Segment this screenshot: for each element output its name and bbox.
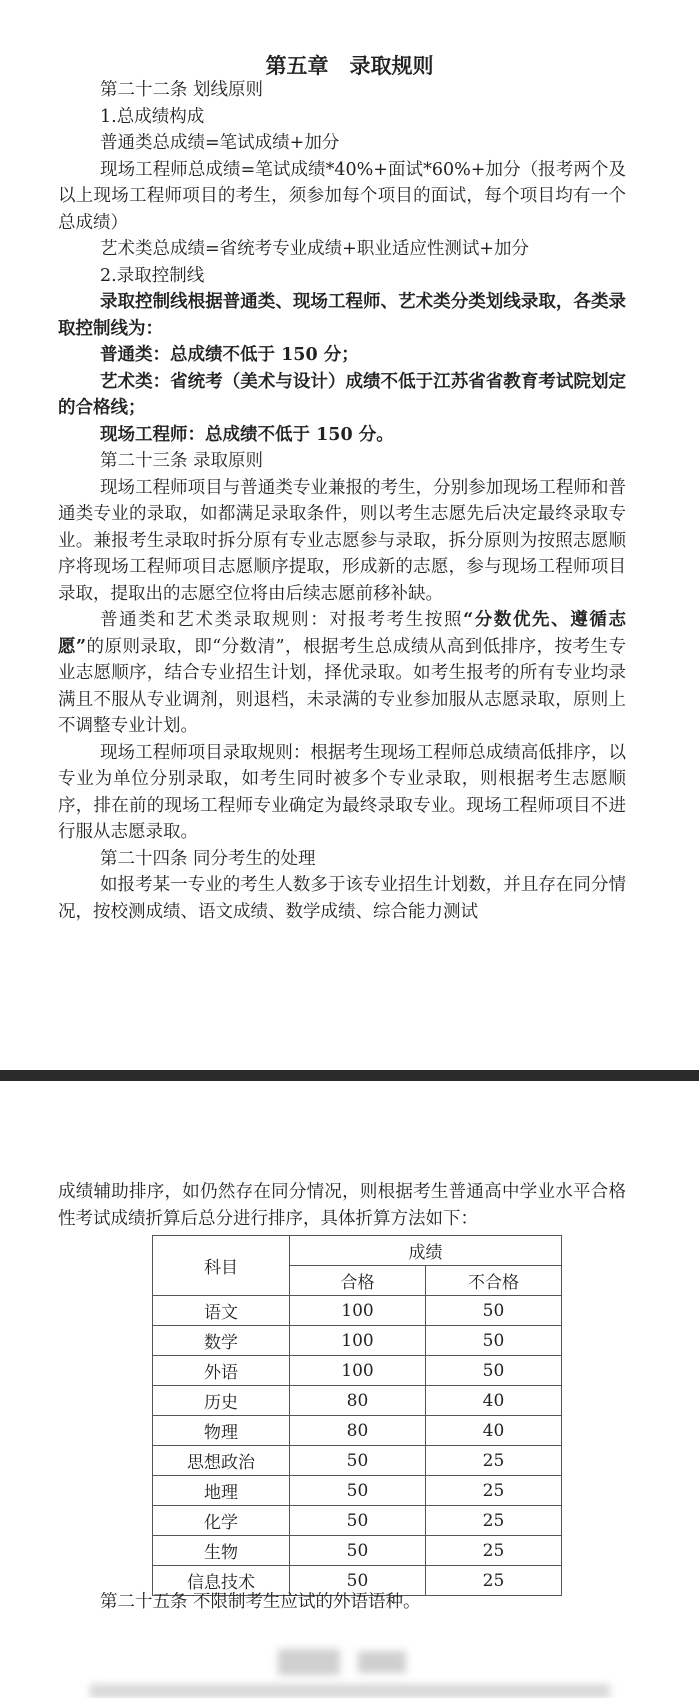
page2-footer-text <box>58 1589 626 1616</box>
article-22-heading: 第二十二条 划线原则 <box>100 80 264 100</box>
cell-pass: 80 <box>290 1386 426 1416</box>
cell-pass: 50 <box>290 1446 426 1476</box>
table-row <box>153 1416 562 1446</box>
cell-subject: 历史 <box>153 1386 290 1416</box>
header-subject: 科目 <box>153 1236 290 1296</box>
cell-fail: 25 <box>426 1566 562 1596</box>
section-control-line: 2.录取控制线 <box>100 265 205 286</box>
article-23-heading: 第二十三条 录取原则 <box>100 451 264 471</box>
document-page-2 <box>0 1081 699 1696</box>
chapter-title: 第五章 录取规则 <box>265 53 434 78</box>
table-row <box>153 1536 562 1566</box>
table-row <box>153 1476 562 1506</box>
cell-fail: 25 <box>426 1506 562 1536</box>
blurred-watermark <box>358 1651 406 1673</box>
table-row <box>153 1386 562 1416</box>
blurred-watermark <box>278 1649 340 1675</box>
cell-pass: 50 <box>290 1566 426 1596</box>
paragraph: 普通类总成绩=笔试成绩+加分 <box>100 133 340 153</box>
cell-pass: 50 <box>290 1506 426 1536</box>
cell-subject: 语文 <box>153 1296 290 1326</box>
paragraph-bold: 录取控制线根据普通类、现场工程师、艺术类分类划线录取，各类录取控制线为： <box>58 292 626 339</box>
table-row <box>153 1296 562 1326</box>
cell-pass: 50 <box>290 1476 426 1506</box>
cell-fail: 25 <box>426 1536 562 1566</box>
text-run: 普通类和艺术类录取规则：对报考考生按照 <box>100 610 464 630</box>
paragraph: 现场工程师总成绩=笔试成绩*40%+面试*60%+加分（报考两个及以上现场工程师项目的考生，须参加每个项目的面试，每个项目均有一个总成绩） <box>58 159 626 233</box>
cell-subject: 化学 <box>153 1506 290 1536</box>
article-24-heading: 第二十四条 同分考生的处理 <box>100 848 316 869</box>
header-fail: 不合格 <box>426 1266 562 1296</box>
cell-subject: 生物 <box>153 1536 290 1566</box>
table-row <box>153 1326 562 1356</box>
cell-pass: 100 <box>290 1296 426 1326</box>
paragraph-bold: 现场工程师：总成绩不低于 150 分。 <box>100 424 394 445</box>
cell-fail: 50 <box>426 1326 562 1356</box>
cell-pass: 50 <box>290 1536 426 1566</box>
cell-pass: 80 <box>290 1416 426 1446</box>
cell-subject: 外语 <box>153 1356 290 1386</box>
cell-pass: 100 <box>290 1356 426 1386</box>
paragraph: 现场工程师项目与普通类专业兼报的考生，分别参加现场工程师和普通类专业的录取，如都满足录取条件，则以考生志愿先后决定最终录取专业。兼报考生录取时拆分原有专业志愿参与录取，拆分原则为按照志愿顺序将现场工程师项目志愿顺序提取，形成新的志愿，参与现场工程师项目录取，提取出的志愿空位将由后续志愿前移补缺。 <box>58 477 626 604</box>
cell-subject: 思想政治 <box>153 1446 290 1476</box>
cell-fail: 40 <box>426 1386 562 1416</box>
text-run-bold: “分数优先、遵循志愿” <box>58 610 626 657</box>
paragraph-bold: 普通类：总成绩不低于 150 分； <box>100 345 359 365</box>
header-pass: 合格 <box>290 1266 426 1296</box>
paragraph: 现场工程师项目录取规则：根据考生现场工程师总成绩高低排序，以专业为单位分别录取，如考生同时被多个专业录取，则根据考生志愿顺序，排在前的现场工程师专业确定为最终录取专业。现场工程师项目不进行服从志愿录取。 <box>58 742 626 842</box>
paragraph: 成绩辅助排序，如仍然存在同分情况，则根据考生普通高中学业水平合格性考试成绩折算后总分进行排序，具体折算方法如下： <box>58 1182 626 1229</box>
table-row <box>153 1356 562 1386</box>
cell-subject: 数学 <box>153 1326 290 1356</box>
page2-body <box>58 1179 626 1232</box>
paragraph: 艺术类总成绩=省统考专业成绩+职业适应性测试+加分 <box>100 239 529 259</box>
cell-subject: 信息技术 <box>153 1566 290 1596</box>
text-run: 的原则录取，即“分数清”，根据考生总成绩从高到低排序，按考生专业志愿顺序，结合专业招生计划，择优录取。如考生报考的所有专业均录满且不服从专业调剂，则退档，未录满的专业参加服从志愿录取，原则上不调整专业计划。 <box>58 636 626 736</box>
cell-pass: 100 <box>290 1326 426 1356</box>
cell-subject: 地理 <box>153 1476 290 1506</box>
paragraph-bold: 艺术类：省统考（美术与设计）成绩不低于江苏省省教育考试院划定的合格线； <box>58 371 626 418</box>
table-row <box>153 1506 562 1536</box>
table-row <box>153 1446 562 1476</box>
section-total-score: 1.总成绩构成 <box>100 106 205 127</box>
header-score: 成绩 <box>290 1236 562 1266</box>
cell-subject: 物理 <box>153 1416 290 1446</box>
cell-fail: 50 <box>426 1356 562 1386</box>
paragraph: 如报考某一专业的考生人数多于该专业招生计划数，并且存在同分情况，按校测成绩、语文成绩、数学成绩、综合能力测试 <box>58 875 626 922</box>
article-25: 第二十五条 不限制考生应试的外语语种。 <box>100 1592 421 1612</box>
paragraph <box>58 607 626 740</box>
cell-fail: 25 <box>426 1476 562 1506</box>
page-divider <box>0 1070 699 1081</box>
score-conversion-table <box>152 1235 562 1596</box>
cell-fail: 50 <box>426 1296 562 1326</box>
page1-body <box>58 77 626 925</box>
cell-fail: 25 <box>426 1446 562 1476</box>
cell-fail: 40 <box>426 1416 562 1446</box>
